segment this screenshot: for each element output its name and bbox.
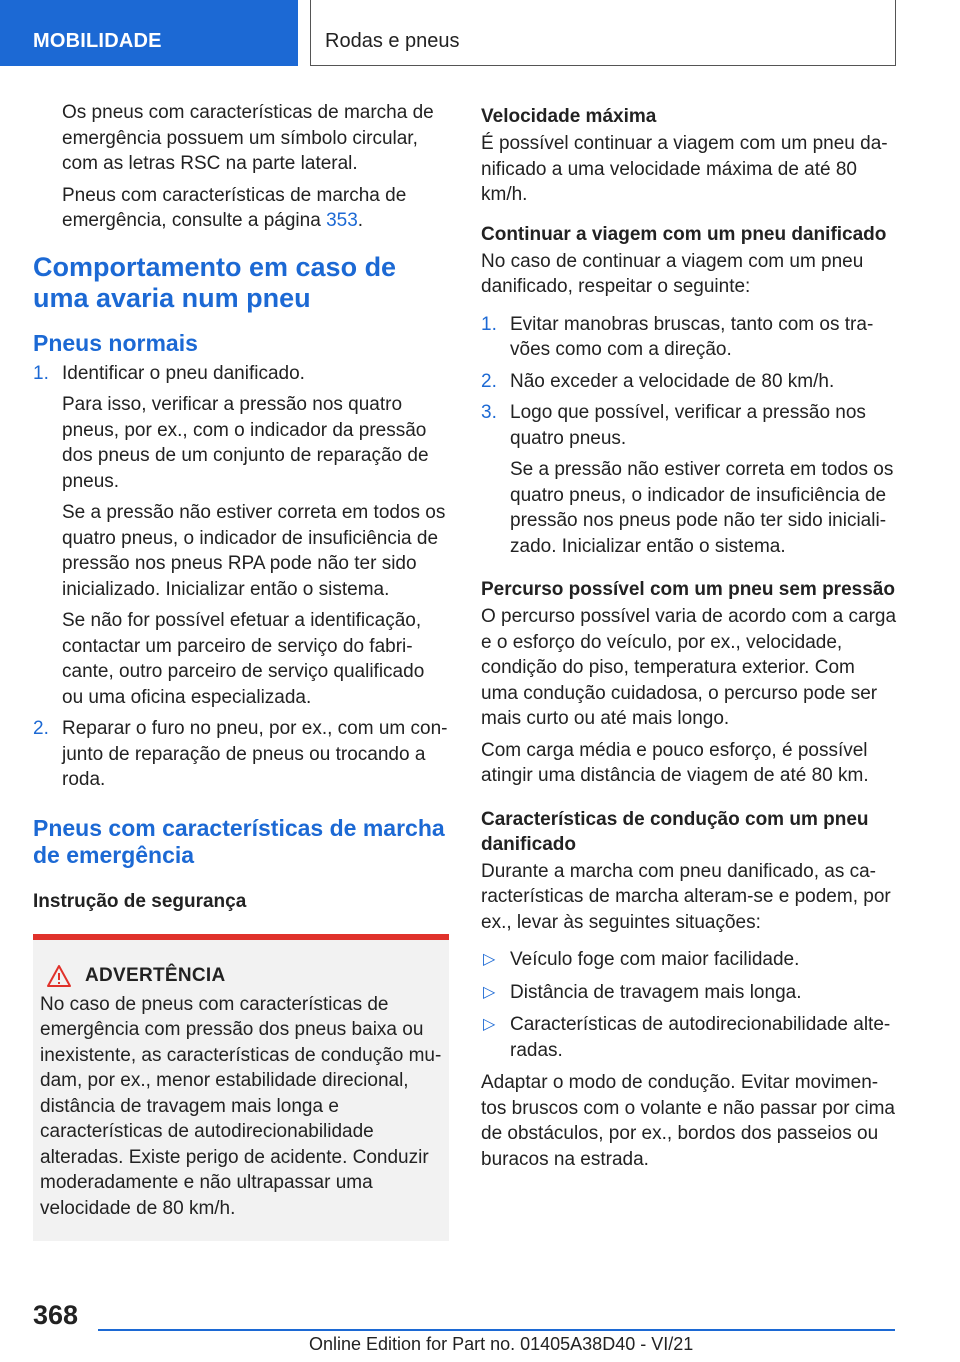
handling-paragraph: Durante a marcha com pneu danificado, as características de marcha alteram-se e podem, por ex., levar às seguintes situações:	[481, 860, 891, 933]
list-number: 3.	[481, 402, 497, 423]
bullet-item	[481, 980, 897, 1006]
list-item-note: Se a pressão não estiver correta em todos os quatro pneus, o indicador de insuficiência de pressão nos pneus pode não ter sido inicializado. Inicializar então o sistema.	[510, 459, 894, 557]
range-paragraph-2: Com carga média e pouco esforço, é possível atingir uma distância de viagem de até 80 km.	[481, 739, 869, 786]
list-item-note: Para isso, verificar a pressão nos quatro pneus, por ex., com o indicador da pressão dos pneus de um conjunto de reparação de pneus.	[62, 394, 429, 492]
warning-box	[33, 934, 449, 1242]
section-heading: Comportamento em caso de uma avaria num pneu	[33, 251, 397, 313]
list-item-note: Se a pressão não estiver correta em todos os quatro pneus, o indicador de insuficiência de pressão nos pneus RPA pode não ter sido inicializado. Inicializar então o sistema.	[62, 502, 446, 600]
triangle-bullet-icon: ▷	[483, 951, 496, 968]
intro-paragraph: Os pneus com características de marcha de emergência possuem um símbolo circular, com as letras RSC na parte lateral.	[62, 102, 434, 174]
bullet-item	[481, 1012, 897, 1063]
speed-heading: Velocidade máxima	[481, 106, 657, 127]
list-number: 2.	[33, 718, 49, 739]
right-column	[481, 100, 897, 1178]
page-link[interactable]: 353	[326, 210, 358, 231]
list-number: 1.	[481, 313, 497, 335]
list-number: 1.	[33, 362, 49, 384]
list-item	[33, 716, 449, 793]
intro-reference-text: Pneus com características de marcha de emergência, consulte a página	[62, 184, 407, 231]
warning-header	[40, 964, 442, 988]
intro-reference-end: .	[357, 210, 364, 231]
section-tab[interactable]: MOBILIDADE	[0, 0, 298, 66]
continue-heading: Continuar a viagem com um pneu danificado	[481, 223, 887, 245]
chapter-tab[interactable]: Rodas e pneus	[310, 0, 896, 66]
list-item-text: Evitar manobras bruscas, tanto com os travões como com a direção.	[510, 313, 874, 360]
footer-divider	[98, 1329, 895, 1331]
range-heading: Percurso possível com um pneu sem pressão	[481, 579, 895, 600]
list-number: 2.	[481, 370, 497, 392]
list-item-text: Não exceder a velocidade de 80 km/h.	[510, 370, 835, 392]
warning-text: No caso de pneus com características de emergência com pressão dos pneus baixa ou inexistente, as características de condução mudam, por ex., menor estabilidade direcional, distância de travagem mais longa e características de autodirecionabilidade alteradas. Existe perigo de acidente. Conduzir moderadamente e não ultrapassar uma velocidade de 80 km/h.	[40, 993, 442, 1219]
closing-paragraph: Adaptar o modo de condução. Evitar movimentos bruscos com o volante e não passar por cima de obstáculos, por ex., bordos dos passeios ou buracos na estrada.	[481, 1072, 895, 1170]
list-item	[481, 369, 897, 395]
list-item-text: Reparar o furo no pneu, por ex., com um conjunto de reparação de pneus ou trocando a roda.	[62, 718, 448, 790]
list-item-note: Se não for possível efetuar a identificação, contactar um parceiro de serviço do fabricante, outro parceiro de serviço qualificado ou uma oficina especializada.	[62, 610, 425, 708]
triangle-bullet-icon: ▷	[483, 983, 496, 1001]
warning-triangle-icon	[40, 964, 78, 988]
edition-footer: Online Edition for Part no. 01405A38D40 - VI/21	[309, 1334, 694, 1354]
subsection-heading-normal: Pneus normais	[33, 329, 198, 356]
bullet-item	[481, 947, 897, 973]
subsection-heading-runflat: Pneus com características de marcha de emergência	[33, 814, 445, 868]
intro-reference	[33, 183, 449, 234]
range-paragraph: O percurso possível varia de acordo com a carga e o esforço do veículo, por ex., velocidade, condição do piso, temperatura exterior. Com uma condução cuidadosa, o percurso pode ser mais curto ou até mais longo.	[481, 606, 897, 729]
list-item-text: Logo que possível, verificar a pressão nos quatro pneus.	[510, 402, 866, 449]
warning-title: ADVERTÊNCIA	[85, 964, 226, 986]
safety-heading: Instrução de segurança	[33, 890, 247, 912]
list-item	[481, 400, 897, 559]
left-column	[33, 100, 449, 1241]
handling-heading: Características de condução com um pneu danificado	[481, 808, 869, 855]
list-item	[481, 312, 897, 363]
page-header	[0, 0, 960, 66]
triangle-bullet-icon: ▷	[483, 1016, 496, 1033]
list-item	[33, 361, 449, 711]
speed-paragraph: É possível continuar a viagem com um pneu danificado a uma velocidade máxima de até 80 km/h.	[481, 133, 888, 205]
page-number: 368	[33, 1300, 79, 1330]
bullet-text: Características de autodirecionabilidade alteradas.	[510, 1014, 891, 1061]
continue-paragraph: No caso de continuar a viagem com um pneu danificado, respeitar o seguinte:	[481, 250, 864, 297]
bullet-text: Veículo foge com maior facilidade.	[510, 949, 800, 970]
list-item-text: Identificar o pneu danificado.	[62, 362, 305, 384]
bullet-text: Distância de travagem mais longa.	[510, 981, 802, 1003]
